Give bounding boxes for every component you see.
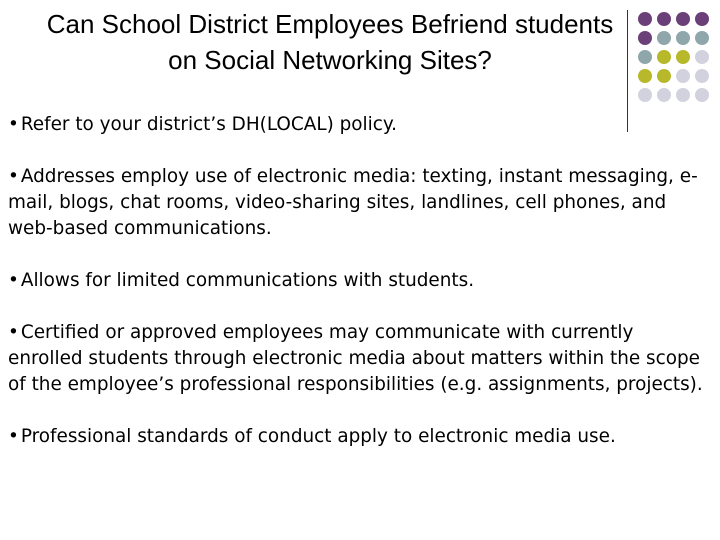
bullet-icon: •: [8, 270, 19, 291]
decorative-dot: [676, 31, 690, 45]
decorative-dot: [638, 88, 652, 102]
decorative-dot: [695, 31, 709, 45]
decorative-dot: [657, 50, 671, 64]
bullet-text: Addresses employ use of electronic media: texting, instant messaging, e-mail, blogs, chat rooms, video-sharing sites, landlines, cell phones, and web-based communications.: [8, 166, 698, 239]
decorative-dot: [657, 69, 671, 83]
bullet-icon: •: [8, 426, 19, 447]
bullet-icon: •: [8, 322, 19, 343]
decorative-dot: [695, 88, 709, 102]
decorative-dot: [638, 12, 652, 26]
bullet-list: [8, 112, 708, 450]
slide-title: Can School District Employees Befriend students on Social Networking Sites?: [46, 9, 614, 75]
decorative-dot: [676, 88, 690, 102]
decorative-dot: [676, 12, 690, 26]
decorative-dot: [695, 69, 709, 83]
bullet-text: Refer to your district’s DH(LOCAL) policy.: [20, 114, 397, 135]
decorative-dot: [676, 50, 690, 64]
bullet-text: Certified or approved employees may communicate with currently enrolled students through electronic media about matters within the scope of the employee’s professional responsibilities (e.g. assignments, projects).: [8, 322, 703, 395]
bullet-item: [8, 320, 708, 398]
decorative-dot: [695, 50, 709, 64]
bullet-text: Allows for limited communications with students.: [20, 270, 475, 291]
bullet-item: [8, 112, 708, 138]
decorative-dot: [695, 12, 709, 26]
decorative-dot: [638, 50, 652, 64]
decorative-dot-grid: [638, 12, 709, 102]
decorative-dot: [638, 31, 652, 45]
decorative-dot: [657, 31, 671, 45]
bullet-item: [8, 164, 708, 242]
bullet-text: Professional standards of conduct apply to electronic media use.: [20, 426, 616, 447]
decorative-dot: [638, 69, 652, 83]
decorative-dot: [676, 69, 690, 83]
bullet-icon: •: [8, 166, 19, 187]
decorative-dot: [657, 88, 671, 102]
decorative-dot: [657, 12, 671, 26]
bullet-item: [8, 268, 708, 294]
bullet-item: [8, 424, 708, 450]
bullet-icon: •: [8, 114, 19, 135]
